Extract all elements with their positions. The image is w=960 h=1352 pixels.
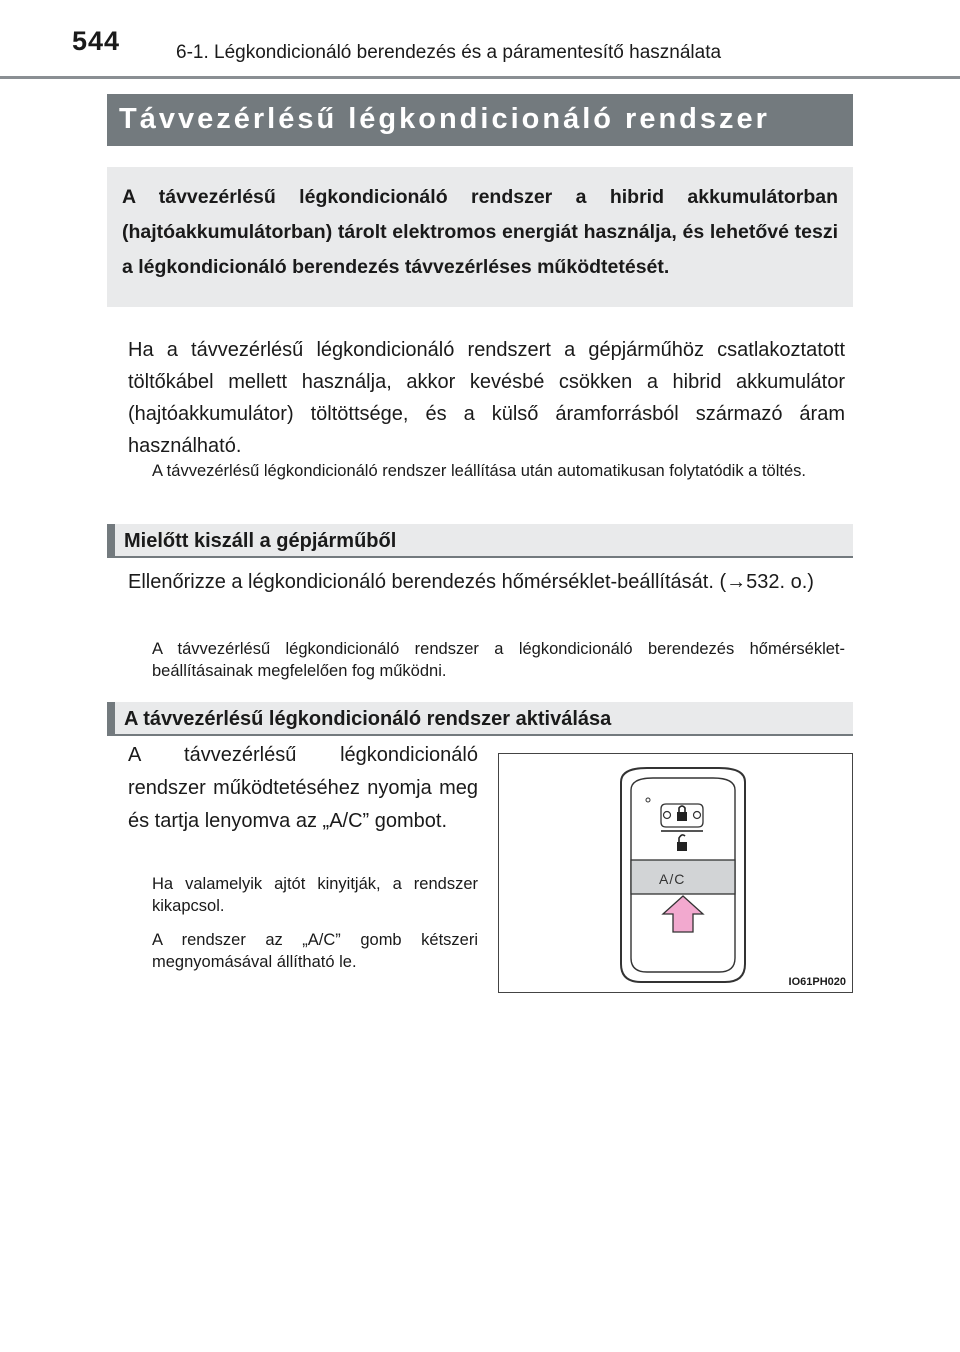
heading-accent — [107, 702, 115, 734]
header-divider — [0, 76, 960, 79]
section2-paragraph: A távvezérlésű légkondicionáló rendszer működtetéséhez nyomja meg és tartja lenyomva az „A/C” gombot. — [128, 744, 478, 832]
unlock-icon — [677, 842, 687, 851]
intro-summary: A távvezérlésű légkondicionáló rendszer a hibrid akkumulátorban (hajtóakkumulátorban) tárolt elektromos energiát használja, és lehetővé teszi a légkondicionáló berendezés távvezérléses működtetését. — [107, 167, 853, 307]
body-paragraph: Ha a távvezérlésű légkondicionáló rendszert a gépjárműhöz csatlakoztatott töltőkábel mellett használja, akkor kevésbé csökken a hibrid akkumulátor (hajtóakkumulátor) töltöttsége, és a külső áramforrásból származó áram használható. — [128, 339, 845, 457]
section1-paragraph: Ellenőrizze a légkondicionáló berendezés hőmérséklet-beállítását. (→532. o.) — [128, 571, 814, 593]
section2-note-1: Ha valamelyik ajtót kinyitják, a rendszer kikapcsol. — [152, 875, 478, 915]
body-note: A távvezérlésű légkondicionáló rendszer leállítása után automatikusan folytatódik a töltés. — [152, 462, 806, 480]
chapter-title: 6-1. Légkondicionáló berendezés és a páramentesítő használata — [176, 42, 722, 63]
section1-note: A távvezérlésű légkondicionáló rendszer a légkondicionáló berendezés hőmérséklet-beállításainak megfelelően fog működni. — [152, 640, 845, 680]
section2-note-2: A rendszer az „A/C” gomb kétszeri megnyomásával állítható le. — [152, 931, 478, 971]
heading-accent — [107, 524, 115, 556]
page-number: 544 — [72, 26, 121, 56]
section-banner: Távvezérlésű légkondicionáló rendszer — [107, 94, 853, 146]
section-heading-before-exit — [107, 524, 853, 558]
section-heading-activation — [107, 702, 853, 736]
section-heading-label: Mielőtt kiszáll a gépjárműből — [124, 530, 397, 552]
lock-icon — [677, 812, 687, 821]
ac-button-label: A/C — [659, 871, 686, 887]
figure-code: IO61PH020 — [788, 976, 846, 988]
section-heading-label: A távvezérlésű légkondicionáló rendszer aktiválása — [124, 708, 612, 730]
key-fob-figure — [498, 753, 853, 993]
